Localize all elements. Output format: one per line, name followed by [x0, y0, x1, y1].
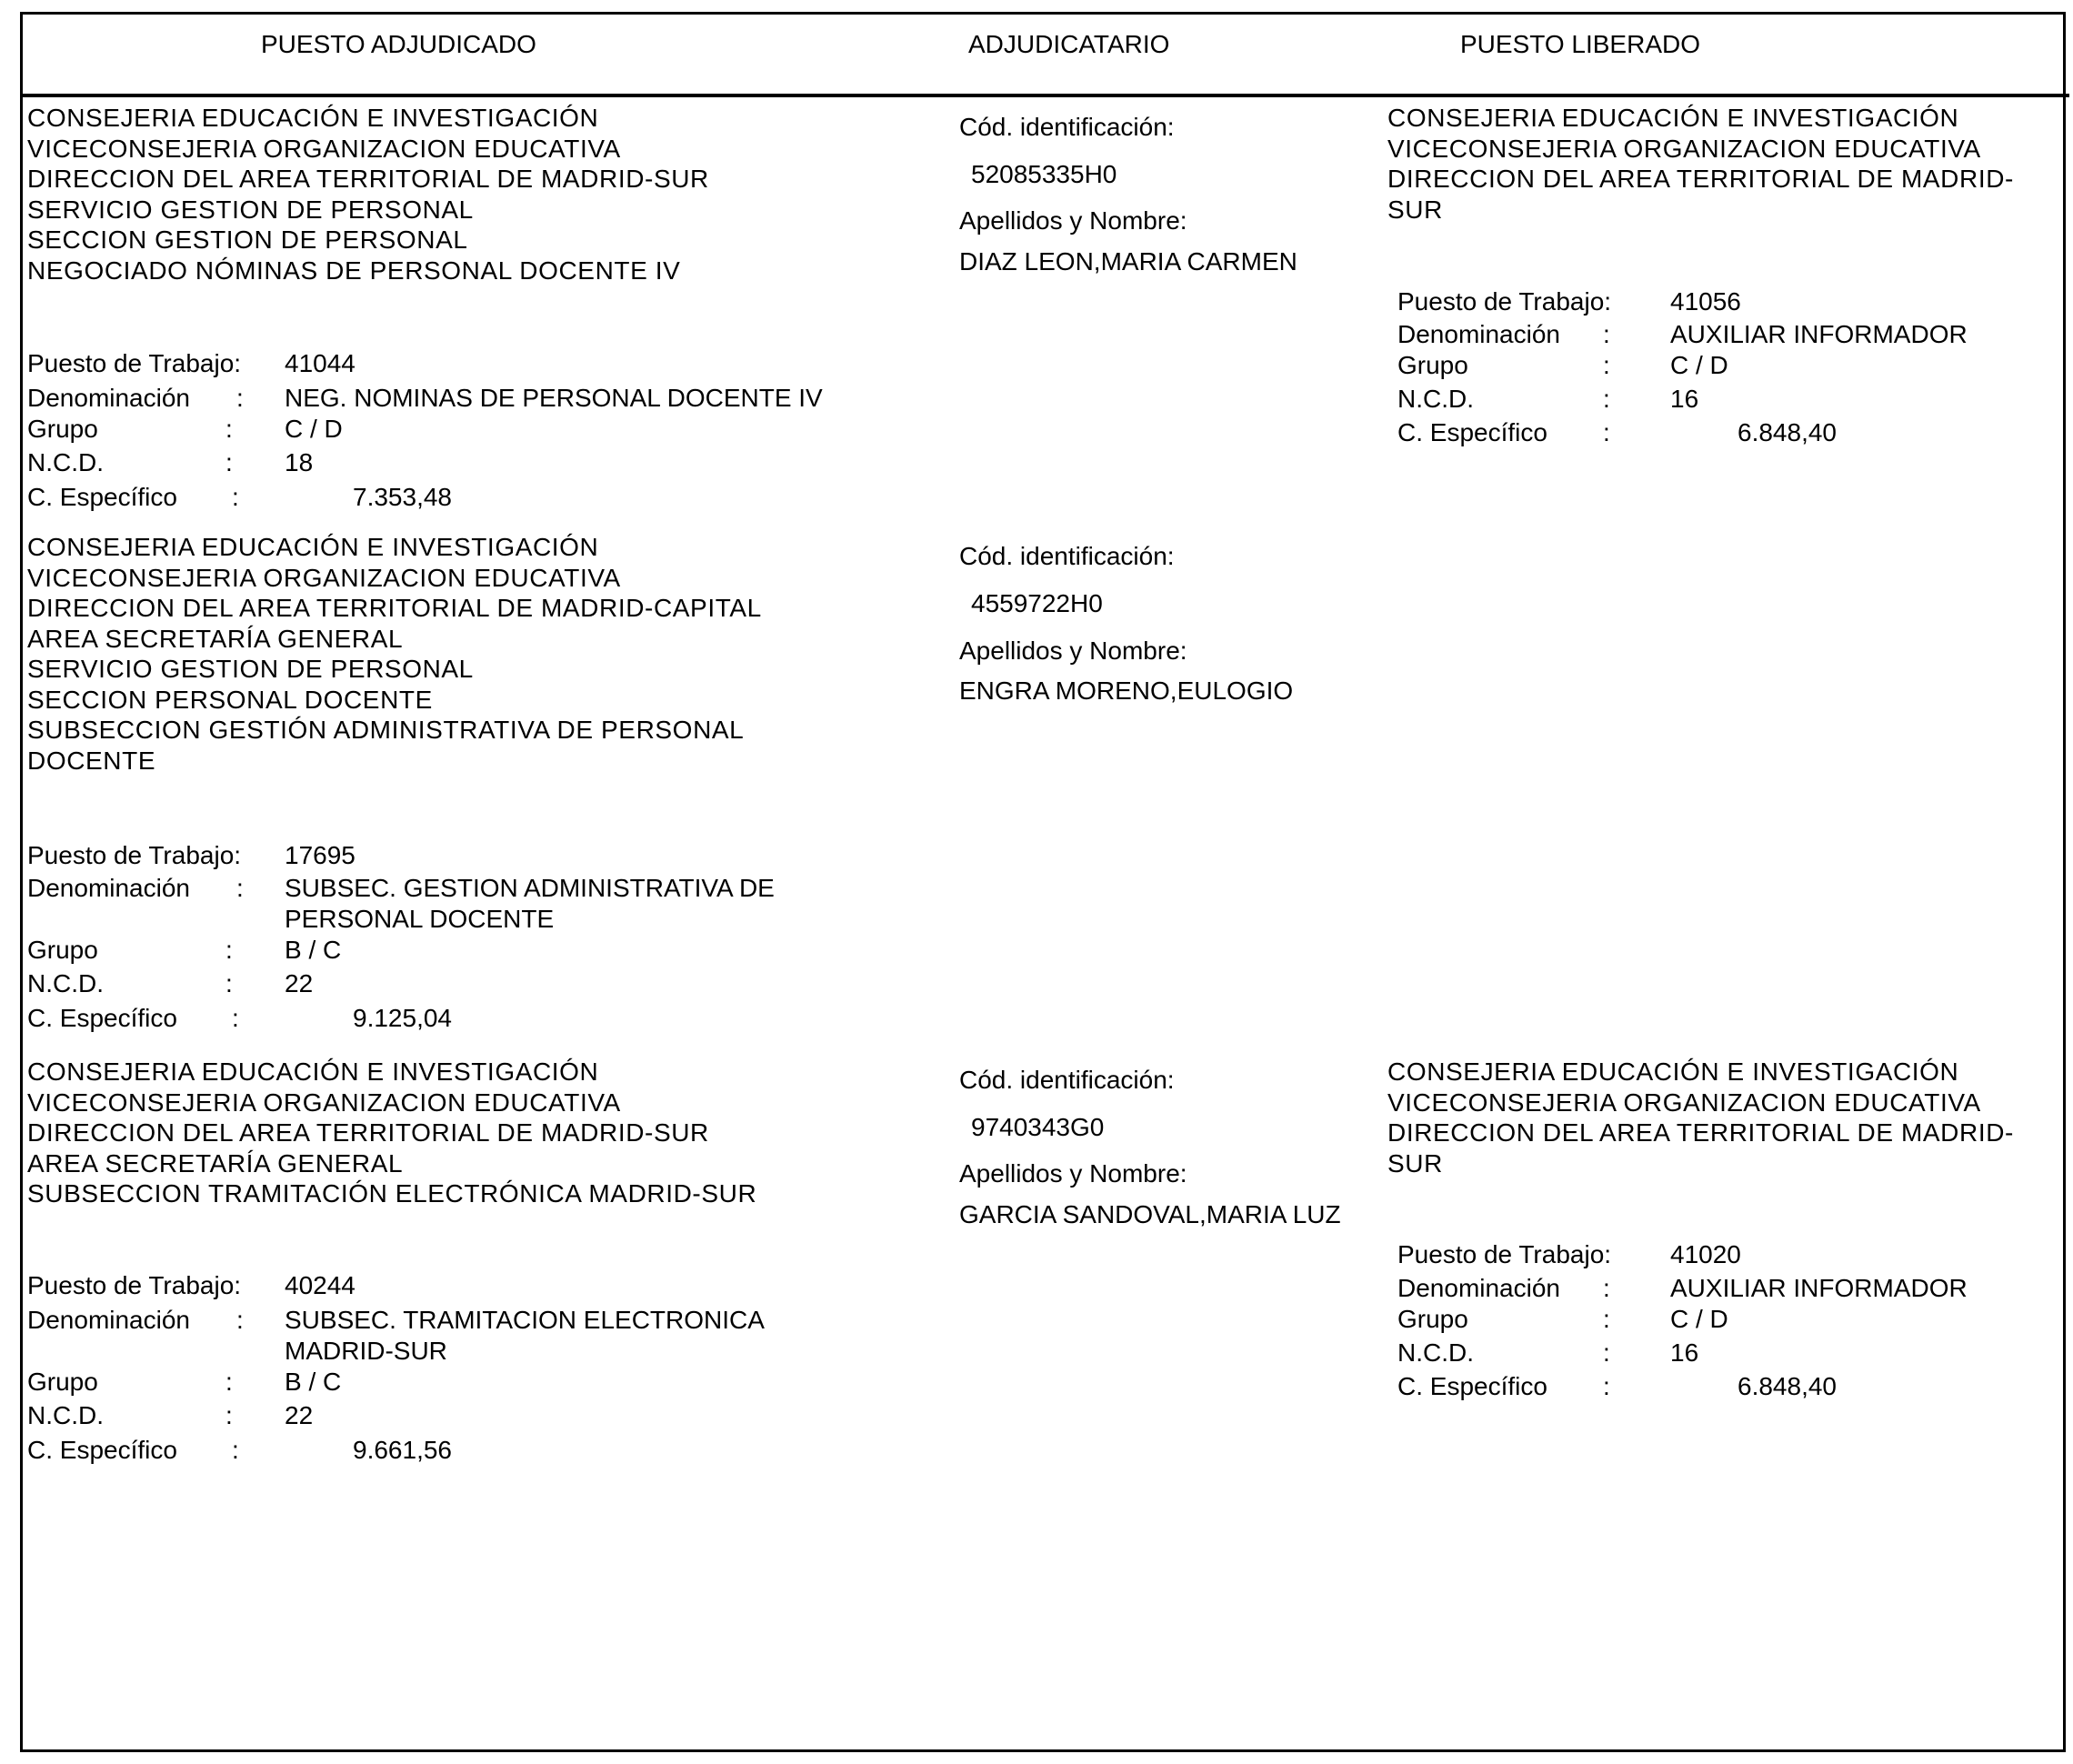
adjudicado-org-block — [27, 1057, 756, 1209]
value-nombre: GARCIA SANDOVAL,MARIA LUZ — [959, 1200, 1341, 1228]
value-nombre: DIAZ LEON,MARIA CARMEN — [959, 247, 1297, 276]
org-line: DIRECCION DEL AREA TERRITORIAL DE MADRID-SUR — [27, 1118, 709, 1147]
colon: : — [1603, 1305, 1610, 1333]
label-puesto: Puesto de Trabajo: — [27, 349, 242, 377]
org-line: CONSEJERIA EDUCACIÓN E INVESTIGACIÓN — [27, 1057, 599, 1086]
org-line: SECCION GESTION DE PERSONAL — [27, 226, 468, 254]
value-grupo: C / D — [285, 415, 343, 443]
colon: : — [1603, 320, 1610, 348]
value-ncd: 22 — [285, 1401, 314, 1429]
org-line: AREA SECRETARÍA GENERAL — [27, 1148, 404, 1178]
label-cod: Cód. identificación: — [959, 1066, 1175, 1094]
value-ncd: 18 — [285, 448, 314, 476]
value-puesto: 17695 — [285, 841, 356, 869]
colon: : — [225, 936, 233, 964]
label-nombre: Apellidos y Nombre: — [959, 206, 1187, 235]
label-grupo: Grupo — [27, 415, 98, 443]
value-denominacion: AUXILIAR INFORMADOR — [1670, 1274, 1968, 1302]
value-denominacion-line: SUBSEC. TRAMITACION ELECTRONICA — [285, 1306, 765, 1334]
label-cod: Cód. identificación: — [959, 542, 1175, 570]
org-line: SUR — [1387, 195, 1443, 224]
value-denominacion-line: SUBSEC. GESTION ADMINISTRATIVA DE — [285, 874, 775, 902]
colon: : — [1603, 1372, 1610, 1400]
org-line: DOCENTE — [27, 746, 156, 775]
label-especifico: C. Específico — [1397, 418, 1547, 446]
org-line: DIRECCION DEL AREA TERRITORIAL DE MADRID-SUR — [27, 165, 709, 193]
label-especifico: C. Específico — [27, 1004, 177, 1032]
adjudicado-org-block — [27, 532, 762, 776]
value-ncd: 16 — [1670, 385, 1699, 413]
colon: : — [1603, 418, 1610, 446]
org-line: SUBSECCION GESTIÓN ADMINISTRATIVA DE PERSONAL — [27, 716, 745, 744]
liberado-org-block — [1387, 1057, 2014, 1178]
value-ncd: 22 — [285, 969, 314, 997]
label-ncd: N.C.D. — [27, 448, 104, 476]
label-puesto: Puesto de Trabajo: — [27, 841, 242, 869]
label-denominacion: Denominación — [27, 1306, 190, 1334]
org-line: SERVICIO GESTION DE PERSONAL — [27, 655, 474, 683]
colon: : — [236, 384, 244, 412]
header-puesto-adjudicado: PUESTO ADJUDICADO — [261, 30, 536, 58]
org-line: CONSEJERIA EDUCACIÓN E INVESTIGACIÓN — [1387, 1057, 1959, 1086]
value-especifico: 7.353,48 — [353, 483, 452, 511]
org-line: DIRECCION DEL AREA TERRITORIAL DE MADRID- — [1387, 165, 2014, 193]
value-cod: 52085335H0 — [971, 160, 1117, 188]
label-grupo: Grupo — [1397, 351, 1468, 379]
label-denominacion: Denominación — [27, 874, 190, 902]
colon: : — [225, 1401, 233, 1429]
header-adjudicatario: ADJUDICATARIO — [968, 30, 1170, 58]
label-nombre: Apellidos y Nombre: — [959, 636, 1187, 665]
org-line: SECCION PERSONAL DOCENTE — [27, 685, 433, 714]
value-puesto: 40244 — [285, 1271, 356, 1299]
colon: : — [232, 483, 239, 511]
label-ncd: N.C.D. — [27, 1401, 104, 1429]
colon: : — [1603, 385, 1610, 413]
label-puesto: Puesto de Trabajo: — [27, 1271, 242, 1299]
value-puesto: 41056 — [1670, 287, 1741, 316]
value-denominacion: NEG. NOMINAS DE PERSONAL DOCENTE IV — [285, 384, 823, 412]
value-denominacion-line: PERSONAL DOCENTE — [285, 905, 555, 933]
value-grupo: B / C — [285, 936, 342, 964]
colon: : — [225, 969, 233, 997]
label-ncd: N.C.D. — [1397, 1338, 1474, 1367]
label-especifico: C. Específico — [27, 1436, 177, 1464]
label-grupo: Grupo — [27, 1368, 98, 1396]
value-ncd: 16 — [1670, 1338, 1699, 1367]
org-line: SUBSECCION TRAMITACIÓN ELECTRÓNICA MADRID-SUR — [27, 1179, 757, 1208]
label-ncd: N.C.D. — [27, 969, 104, 997]
value-grupo: C / D — [1670, 351, 1728, 379]
label-grupo: Grupo — [1397, 1305, 1468, 1333]
value-puesto: 41044 — [285, 349, 356, 377]
colon: : — [232, 1436, 239, 1464]
value-especifico: 9.661,56 — [353, 1436, 452, 1464]
value-especifico: 6.848,40 — [1738, 418, 1837, 446]
org-line: AREA SECRETARÍA GENERAL — [27, 624, 404, 653]
label-cod: Cód. identificación: — [959, 113, 1175, 141]
colon: : — [236, 1306, 244, 1334]
org-line: VICECONSEJERIA ORGANIZACION EDUCATIVA — [27, 1087, 621, 1117]
colon: : — [225, 415, 233, 443]
colon: : — [1603, 351, 1610, 379]
value-denominacion-line: MADRID-SUR — [285, 1337, 447, 1365]
org-line: CONSEJERIA EDUCACIÓN E INVESTIGACIÓN — [1387, 104, 1959, 132]
org-line: VICECONSEJERIA ORGANIZACION EDUCATIVA — [27, 134, 621, 163]
label-grupo: Grupo — [27, 936, 98, 964]
org-line: NEGOCIADO NÓMINAS DE PERSONAL DOCENTE IV — [27, 256, 681, 285]
org-line: CONSEJERIA EDUCACIÓN E INVESTIGACIÓN — [27, 104, 599, 132]
value-grupo: C / D — [1670, 1305, 1728, 1333]
colon: : — [1603, 1274, 1610, 1302]
liberado-org-block — [1387, 103, 2014, 225]
label-denominacion: Denominación — [1397, 1274, 1560, 1302]
label-puesto: Puesto de Trabajo: — [1397, 1240, 1612, 1268]
org-line: VICECONSEJERIA ORGANIZACION EDUCATIVA — [27, 563, 621, 592]
colon: : — [225, 1368, 233, 1396]
label-denominacion: Denominación — [27, 384, 190, 412]
value-denominacion: AUXILIAR INFORMADOR — [1670, 320, 1968, 348]
value-cod: 4559722H0 — [971, 589, 1103, 617]
label-ncd: N.C.D. — [1397, 385, 1474, 413]
org-line: CONSEJERIA EDUCACIÓN E INVESTIGACIÓN — [27, 533, 599, 561]
label-especifico: C. Específico — [27, 483, 177, 511]
org-line: VICECONSEJERIA ORGANIZACION EDUCATIVA — [1387, 134, 1981, 163]
adjudicado-org-block — [27, 103, 709, 286]
org-line: SERVICIO GESTION DE PERSONAL — [27, 195, 474, 224]
value-nombre: ENGRA MORENO,EULOGIO — [959, 677, 1294, 705]
org-line: VICECONSEJERIA ORGANIZACION EDUCATIVA — [1387, 1087, 1981, 1117]
org-line: DIRECCION DEL AREA TERRITORIAL DE MADRID-CAPITAL — [27, 594, 762, 622]
value-especifico: 6.848,40 — [1738, 1372, 1837, 1400]
label-puesto: Puesto de Trabajo: — [1397, 287, 1612, 316]
colon: : — [225, 448, 233, 476]
header-separator — [20, 94, 2069, 97]
value-cod: 9740343G0 — [971, 1113, 1105, 1141]
value-puesto: 41020 — [1670, 1240, 1741, 1268]
colon: : — [232, 1004, 239, 1032]
label-denominacion: Denominación — [1397, 320, 1560, 348]
header-puesto-liberado: PUESTO LIBERADO — [1460, 30, 1701, 58]
colon: : — [236, 874, 244, 902]
label-especifico: C. Específico — [1397, 1372, 1547, 1400]
org-line: SUR — [1387, 1148, 1443, 1178]
value-grupo: B / C — [285, 1368, 342, 1396]
org-line: DIRECCION DEL AREA TERRITORIAL DE MADRID- — [1387, 1118, 2014, 1147]
value-especifico: 9.125,04 — [353, 1004, 452, 1032]
colon: : — [1603, 1338, 1610, 1367]
label-nombre: Apellidos y Nombre: — [959, 1159, 1187, 1188]
